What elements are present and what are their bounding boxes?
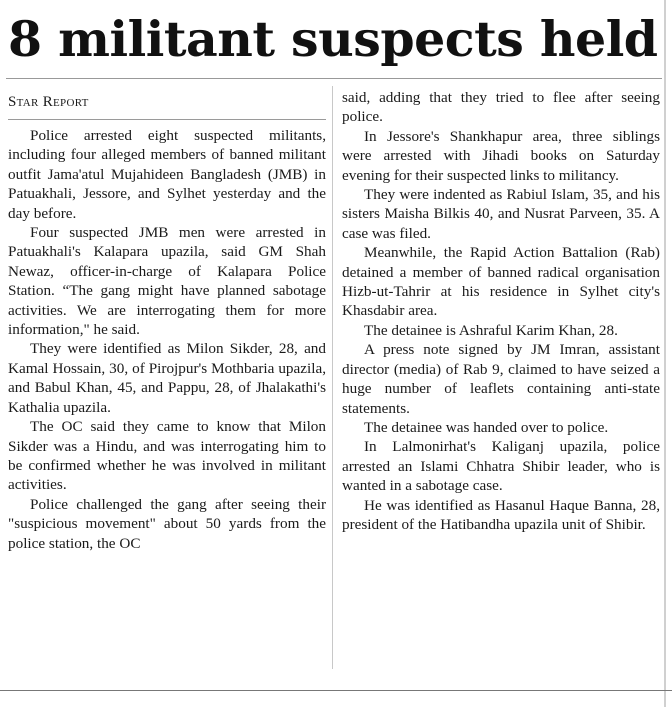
paragraph: Police arrested eight suspected militants, including four alleged members of banned militant outfit Jama'atul Mujahideen Bangladesh (JMB) in Patuakhali, Jessore, and Sylhet yesterday and the day before.	[8, 127, 326, 222]
paragraph: A press note signed by JM Imran, assistant director (media) of Rab 9, claimed to have seized a huge number of leaflets containing anti-state statements.	[342, 341, 660, 417]
paragraph: They were indented as Rabiul Islam, 35, and his sisters Maisha Bilkis 40, and Nusrat Parveen, 35. A case was filed.	[342, 186, 660, 242]
paragraph: Police challenged the gang after seeing their "suspicious movement" about 50 yards from the police station, the OC	[8, 495, 326, 552]
headline-rule	[6, 78, 662, 79]
byline-rule	[8, 119, 326, 120]
page-edge	[664, 0, 666, 707]
paragraph: The detainee is Ashraful Karim Khan, 28.	[364, 321, 618, 339]
paragraph-continuation: said, adding that they tried to flee after seeing police.	[342, 89, 660, 126]
headline: 8 militant suspects held	[8, 10, 658, 68]
paragraph: Meanwhile, the Rapid Action Battalion (Rab) detained a member of banned radical organisation Hizb-ut-Tahrir at his residence in Sylhet city's Khasdabir area.	[342, 244, 660, 320]
paragraph: They were identified as Milon Sikder, 28, and Kamal Hossain, 30, of Pirojpur's Mothbaria upazila, and Babul Khan, 45, and Pappu, 28, of Jhalakathi's Kathalia upazila.	[8, 340, 326, 416]
paragraph: The detainee was handed over to police.	[364, 418, 609, 436]
paragraph: In Jessore's Shankhapur area, three siblings were arrested with Jihadi books on Saturday evening for their suspected links to militancy.	[342, 127, 660, 184]
paragraph: He was identified as Hasanul Haque Banna, 28, president of the Hatibandha upazila unit of Shibir.	[342, 496, 660, 533]
paragraph: The OC said they came to know that Milon Sikder was a Hindu, and was interrogating him to be confirmed whether he was involved in militant activities.	[8, 418, 326, 494]
byline: Star Report	[8, 94, 89, 110]
right-column	[342, 88, 660, 534]
paragraph: Four suspected JMB men were arrested in Patuakhali's Kalapara upazila, said GM Shah Newaz, officer-in-charge of Kalapara Police Station. “The gang might have planned sabotage activities. We are interrogating them for more information," he said.	[8, 224, 326, 339]
paragraph: In Lalmonirhat's Kaliganj upazila, police arrested an Islami Chhatra Shibir leader, who is wanted in a sabotage case.	[342, 438, 660, 495]
column-divider	[332, 86, 333, 669]
bottom-rule	[0, 690, 672, 691]
left-column	[8, 86, 326, 553]
